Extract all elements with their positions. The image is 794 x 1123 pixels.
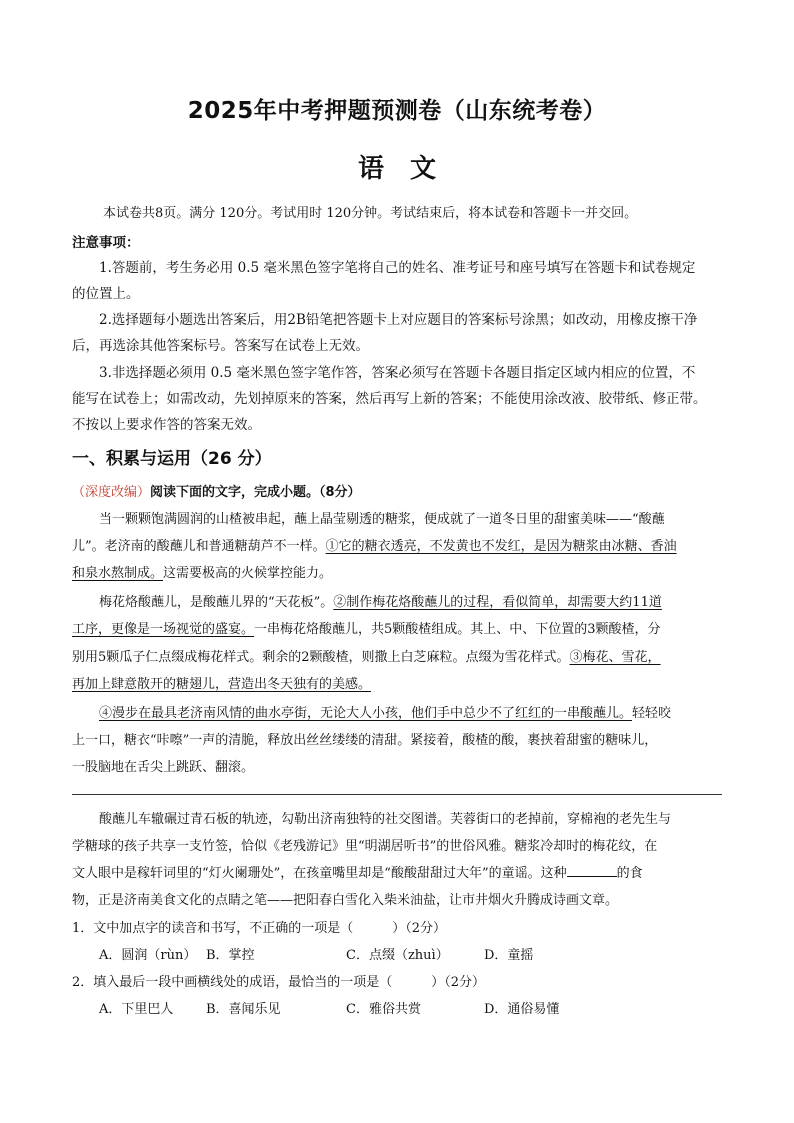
notice-line-3: 2.选择题每小题选出答案后，用2B铅笔把答题卡上对应题目的答案标号涂黑；如改动，用橡皮擦干净 [99,312,698,328]
notice-line-2: 的位置上。 [72,286,140,302]
underlined-sentence-2-end: 工序，更像是一场视觉的盛宴。 [72,622,255,637]
passage-p4-line-4: 物，正是济南美食文化的点睛之笔——把阳春白雪化入柴米油盐，让市井烟火升腾成诗画文章。 [72,893,619,908]
passage-p2-line-4 [72,673,371,692]
fill-blank[interactable] [567,864,617,877]
exam-title: 2025年中考押题预测卷（山东统考卷） [187,98,607,124]
passage-text: 这需要极高的火候掌控能力。 [163,566,333,581]
underlined-sentence-4: ④漫步在最具老济南风情的曲水亭街，无论大人小孩，他们手中总少不了红红的一串酸蘸儿。 [99,706,633,721]
section-divider [72,794,722,795]
exam-intro: 本试卷共8页。满分 120分。考试用时 120分钟。考试结束后，将本试卷和答题卡一并交回。 [103,206,638,221]
passage-p4-line-1: 酸蘸儿车辙碾过青石板的轨迹，勾勒出济南独特的社交图谱。芙蓉街口的老掉前，穿棉袍的老先生与 [99,812,672,827]
passage-p3-line-2: 上一口，糖衣“咔嚓”一声的清脆，释放出丝丝缕缕的清甜。紧接着，酸楂的酸，裹挟着甜蜜的糖味儿， [72,733,658,748]
passage-p3-line-1 [99,702,671,721]
q2-option-d: D．通俗易懂 [484,1002,560,1017]
q1-option-b: B．掌控 [206,948,255,963]
passage-p2-line-3 [72,646,661,665]
underlined-sentence-1-end: 和泉水熬制成。 [72,566,164,581]
q2-option-c: C．雅俗共赏 [346,1002,421,1017]
passage-text: 梅花烙酸蘸儿，是酸蘸儿界的“天花板”。 [99,595,334,610]
notice-line-6: 能写在试卷上；如需改动，先划掉原来的答案，然后再写上新的答案；不能使用涂改液、胶带纸、修正带。 [72,391,707,407]
underlined-sentence-1: ①它的糖衣透亮，不发黄也不发红，是因为糖浆由冰糖、香油 [325,539,677,554]
underlined-sentence-3-end: 再加上肆意散开的糖翅儿，营造出冬天独有的美感。 [72,677,372,692]
reading-header [72,481,361,500]
q1-option-c: C．点缀（zhuì） [346,948,449,963]
subject-title: 语文 [357,154,462,184]
passage-p1-line-2 [72,535,677,554]
underlined-sentence-2: ②制作梅花烙酸蘸儿的过程，看似简单，却需要大约11道 [333,595,662,610]
notice-line-5: 3.非选择题必须用 0.5 毫米黑色签字笔作答，答案必须写在答题卡各题目指定区域内相应的位置，不 [99,365,696,381]
passage-text: 的食 [616,866,643,881]
passage-text: 一串梅花烙酸蘸儿，共5颗酸楂组成。其上、中、下位置的3颗酸楂，分 [254,622,661,637]
question-1: 1．文中加点字的读音和书写，不正确的一项是（ ）（2分） [72,921,447,936]
passage-text: 文人眼中是稼轩词里的“灯火阑珊处”，在孩童嘴里却是“酸酸甜甜过大年”的童谣。这种 [72,866,567,881]
passage-p3-line-3: 一股脑地在舌尖上跳跃、翻滚。 [72,760,255,775]
passage-p1-line-3 [72,562,332,581]
notice-line-7: 不按以上要求作答的答案无效。 [72,417,261,433]
notice-line-1: 1.答题前，考生务必用 0.5 毫米黑色签字笔将自己的姓名、准考证号和座号填写在答题卡和试卷规定 [99,260,696,276]
question-2: 2．填入最后一段中画横线处的成语，最恰当的一项是（ ）（2分） [72,975,486,990]
passage-p2-line-2 [72,618,661,637]
q2-option-a: A．下里巴人 [99,1002,174,1017]
passage-p1-line-1: 当一颗颗饱满圆润的山楂被串起，蘸上晶莹剔透的糖浆，便成就了一道冬日里的甜蜜美味——“酸蘸 [99,512,665,527]
reading-instruction: 阅读下面的文字，完成小题。（8分） [150,485,361,500]
q1-option-d: D．童摇 [484,948,534,963]
passage-p4-line-2: 学糖球的孩子共享一支竹签，恰似《老残游记》里“明湖居听书”的世俗风雅。糖浆冷却时的梅花纹，在 [72,839,658,854]
passage-text: 轻轻咬 [632,706,672,721]
q2-option-b: B．喜闻乐见 [206,1002,281,1017]
source-tag: （深度改编） [72,485,151,500]
q1-option-a: A．圆润（rùn） [99,948,197,963]
passage-p4-line-3 [72,862,643,881]
underlined-sentence-3: ③梅花、雪花， [569,650,661,665]
section-1-heading: 一、积累与运用（26 分） [72,449,272,469]
passage-p2-line-1 [99,591,662,610]
passage-text: 儿”。老济南的酸蘸儿和普通糖葫芦不一样。 [72,539,326,554]
notice-line-4: 后，再选涂其他答案标号。答案写在试卷上无效。 [72,338,369,354]
passage-text: 别用5颗瓜子仁点缀成梅花样式。剩余的2颗酸楂，则撒上白芝麻粒。点缀为雪花样式。 [72,650,570,665]
notice-heading: 注意事项： [72,235,140,251]
